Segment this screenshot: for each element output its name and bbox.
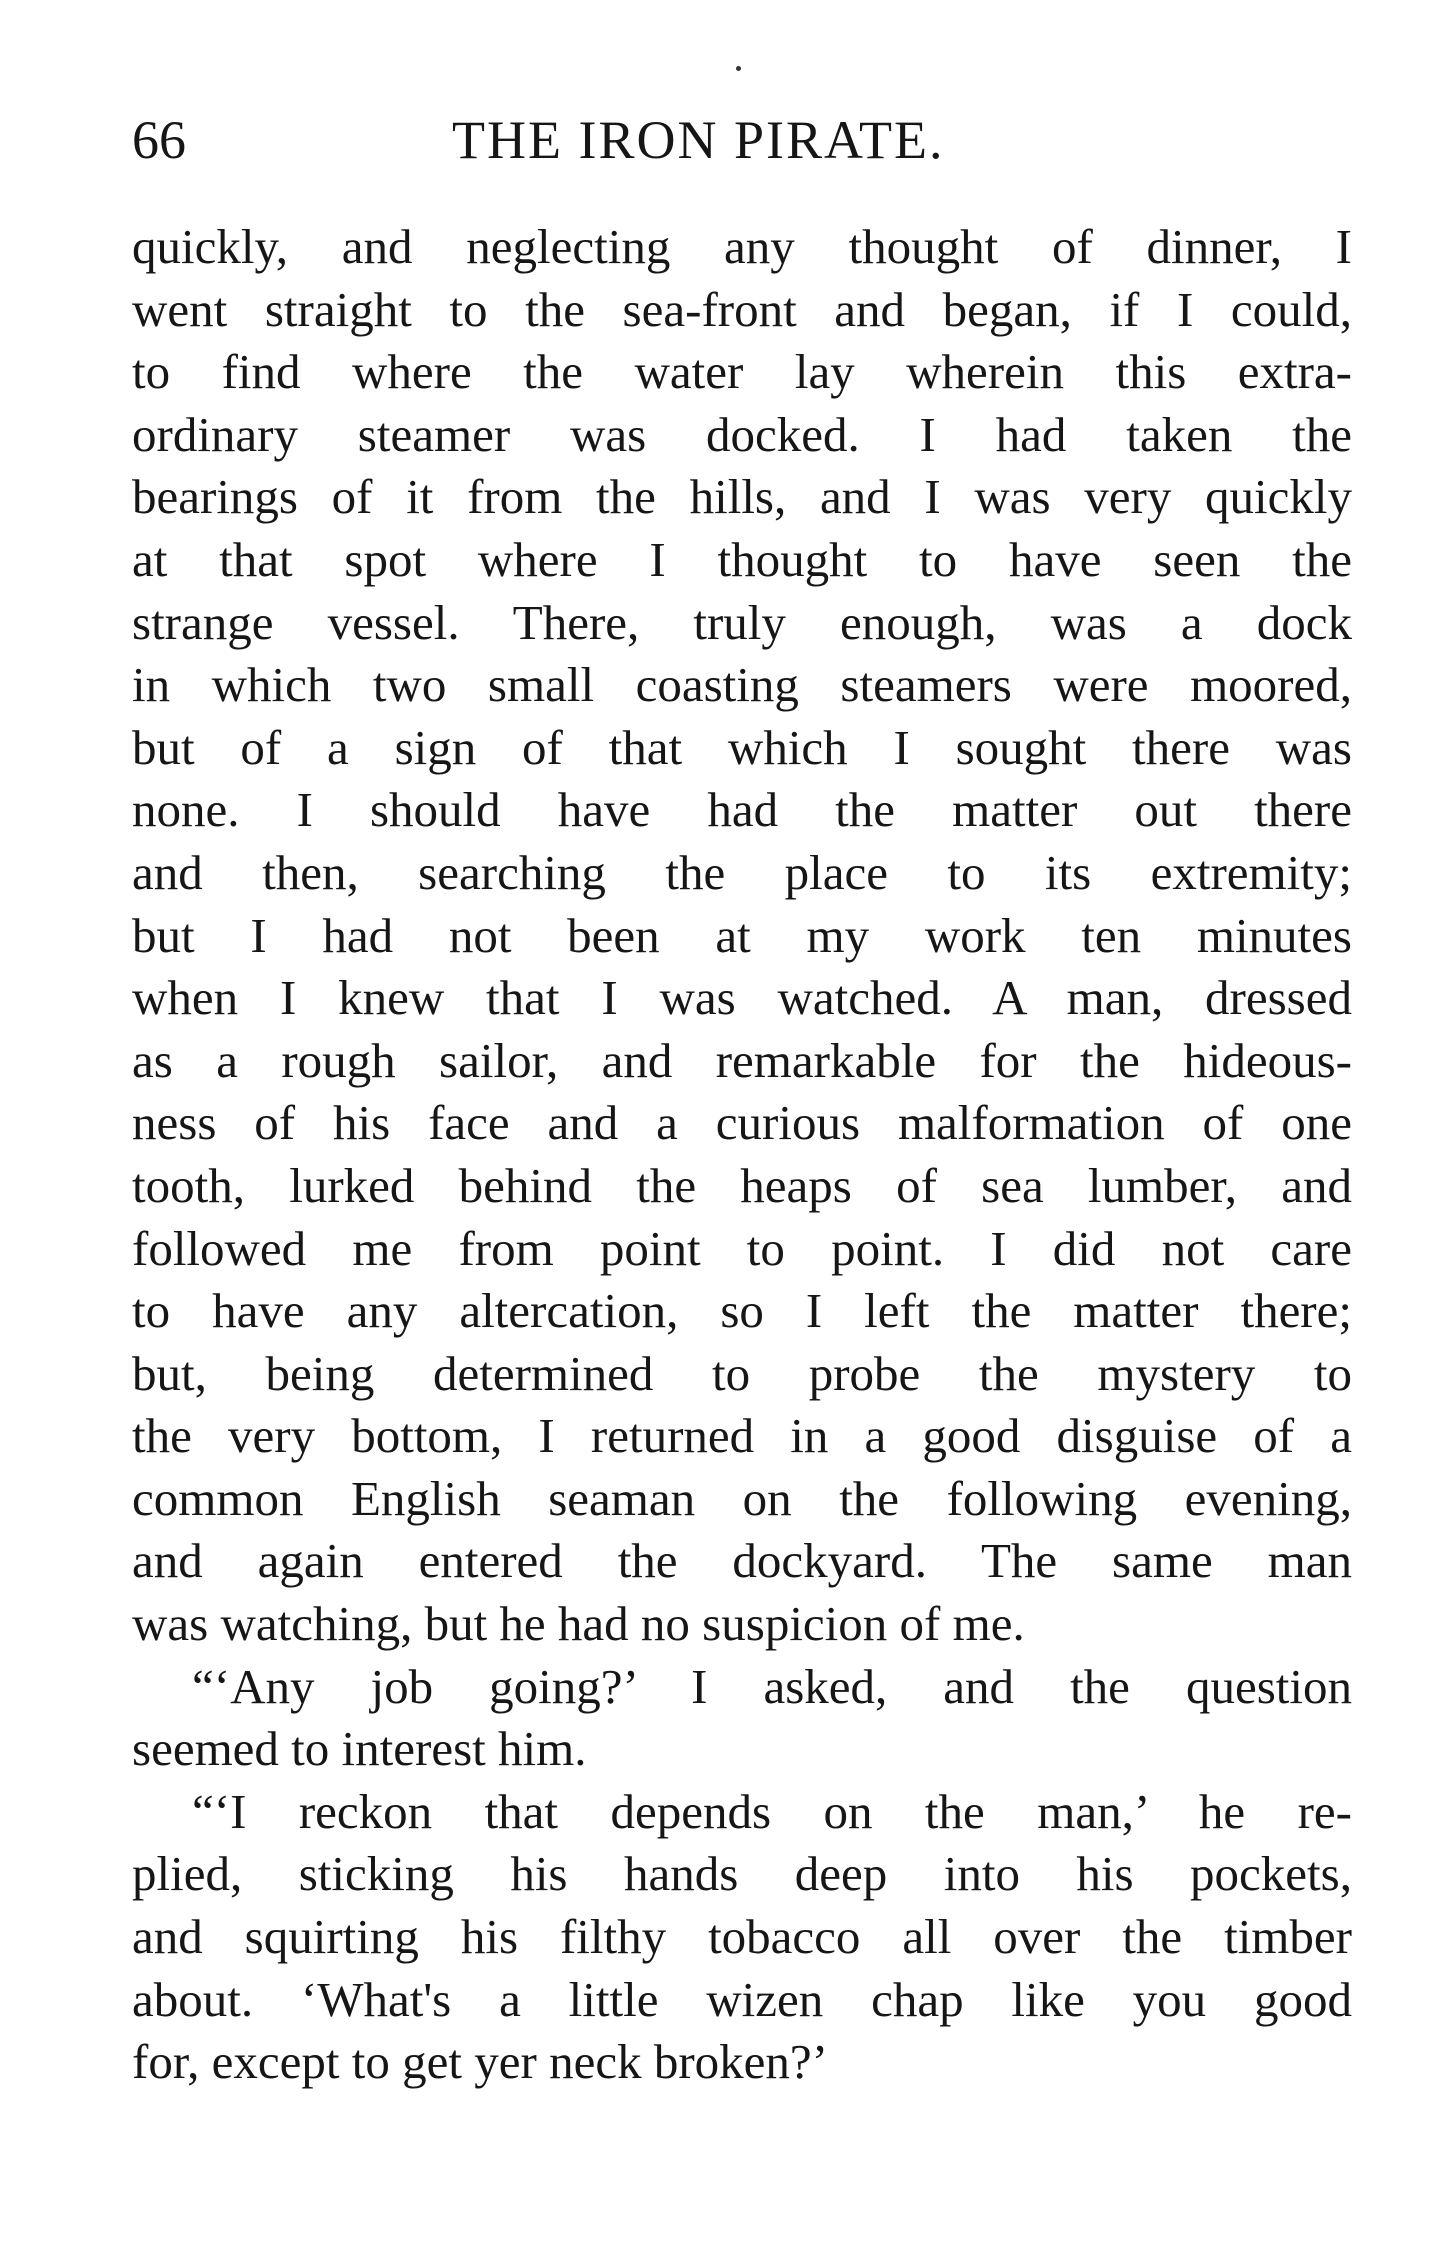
text-line: went straight to the sea-front and began, if I could, <box>132 281 1352 337</box>
text-line: when I knew that I was watched. A man, dressed <box>132 970 1352 1026</box>
text-line: but of a sign of that which I sought there was <box>132 719 1352 775</box>
running-header <box>132 108 1352 172</box>
text-line: ness of his face and a curious malformation of one <box>132 1095 1352 1151</box>
page-number: 66 <box>132 110 186 170</box>
text-line: to find where the water lay wherein this extra- <box>132 344 1352 400</box>
text-line: bearings of it from the hills, and I was very quickly <box>132 469 1352 525</box>
text-line: plied, sticking his hands deep into his pockets, <box>132 1846 1352 1902</box>
running-title: THE IRON PIRATE. <box>452 110 945 170</box>
text-line: quickly, and neglecting any thought of dinner, I <box>132 219 1352 274</box>
text-line: to have any altercation, so I left the matter there; <box>132 1283 1352 1339</box>
text-line: about. ‘What's a little wizen chap like you good <box>132 1971 1352 2027</box>
text-line: followed me from point to point. I did not care <box>132 1220 1352 1276</box>
text-line: in which two small coasting steamers were moored, <box>132 657 1352 713</box>
text-line: and again entered the dockyard. The same man <box>132 1533 1352 1589</box>
text-line: but I had not been at my work ten minutes <box>132 907 1352 963</box>
text-line: none. I should have had the matter out there <box>132 782 1352 838</box>
text-line: “‘I reckon that depends on the man,’ he re- <box>192 1783 1352 1839</box>
body-text <box>132 216 1352 2094</box>
text-line: strange vessel. There, truly enough, was a dock <box>132 594 1352 650</box>
text-line: as a rough sailor, and remarkable for the hideous- <box>132 1032 1352 1088</box>
text-line: at that spot where I thought to have seen the <box>132 531 1352 587</box>
text-line: “‘Any job going?’ I asked, and the question <box>192 1658 1352 1714</box>
text-line: tooth, lurked behind the heaps of sea lumber, and <box>132 1157 1352 1213</box>
text-line: common English seaman on the following evening, <box>132 1470 1352 1526</box>
text-line: but, being determined to probe the mystery to <box>132 1345 1352 1401</box>
text-line: seemed to interest him. <box>132 1721 587 1777</box>
text-line: and then, searching the place to its extremity; <box>132 844 1352 900</box>
text-line: ordinary steamer was docked. I had taken the <box>132 406 1352 462</box>
text-line: was watching, but he had no suspicion of me. <box>132 1596 1025 1652</box>
text-line: the very bottom, I returned in a good disguise of a <box>132 1408 1352 1464</box>
print-speck <box>736 66 741 71</box>
text-line: and squirting his filthy tobacco all over the timber <box>132 1909 1352 1965</box>
text-line: for, except to get yer neck broken?’ <box>132 2034 828 2090</box>
